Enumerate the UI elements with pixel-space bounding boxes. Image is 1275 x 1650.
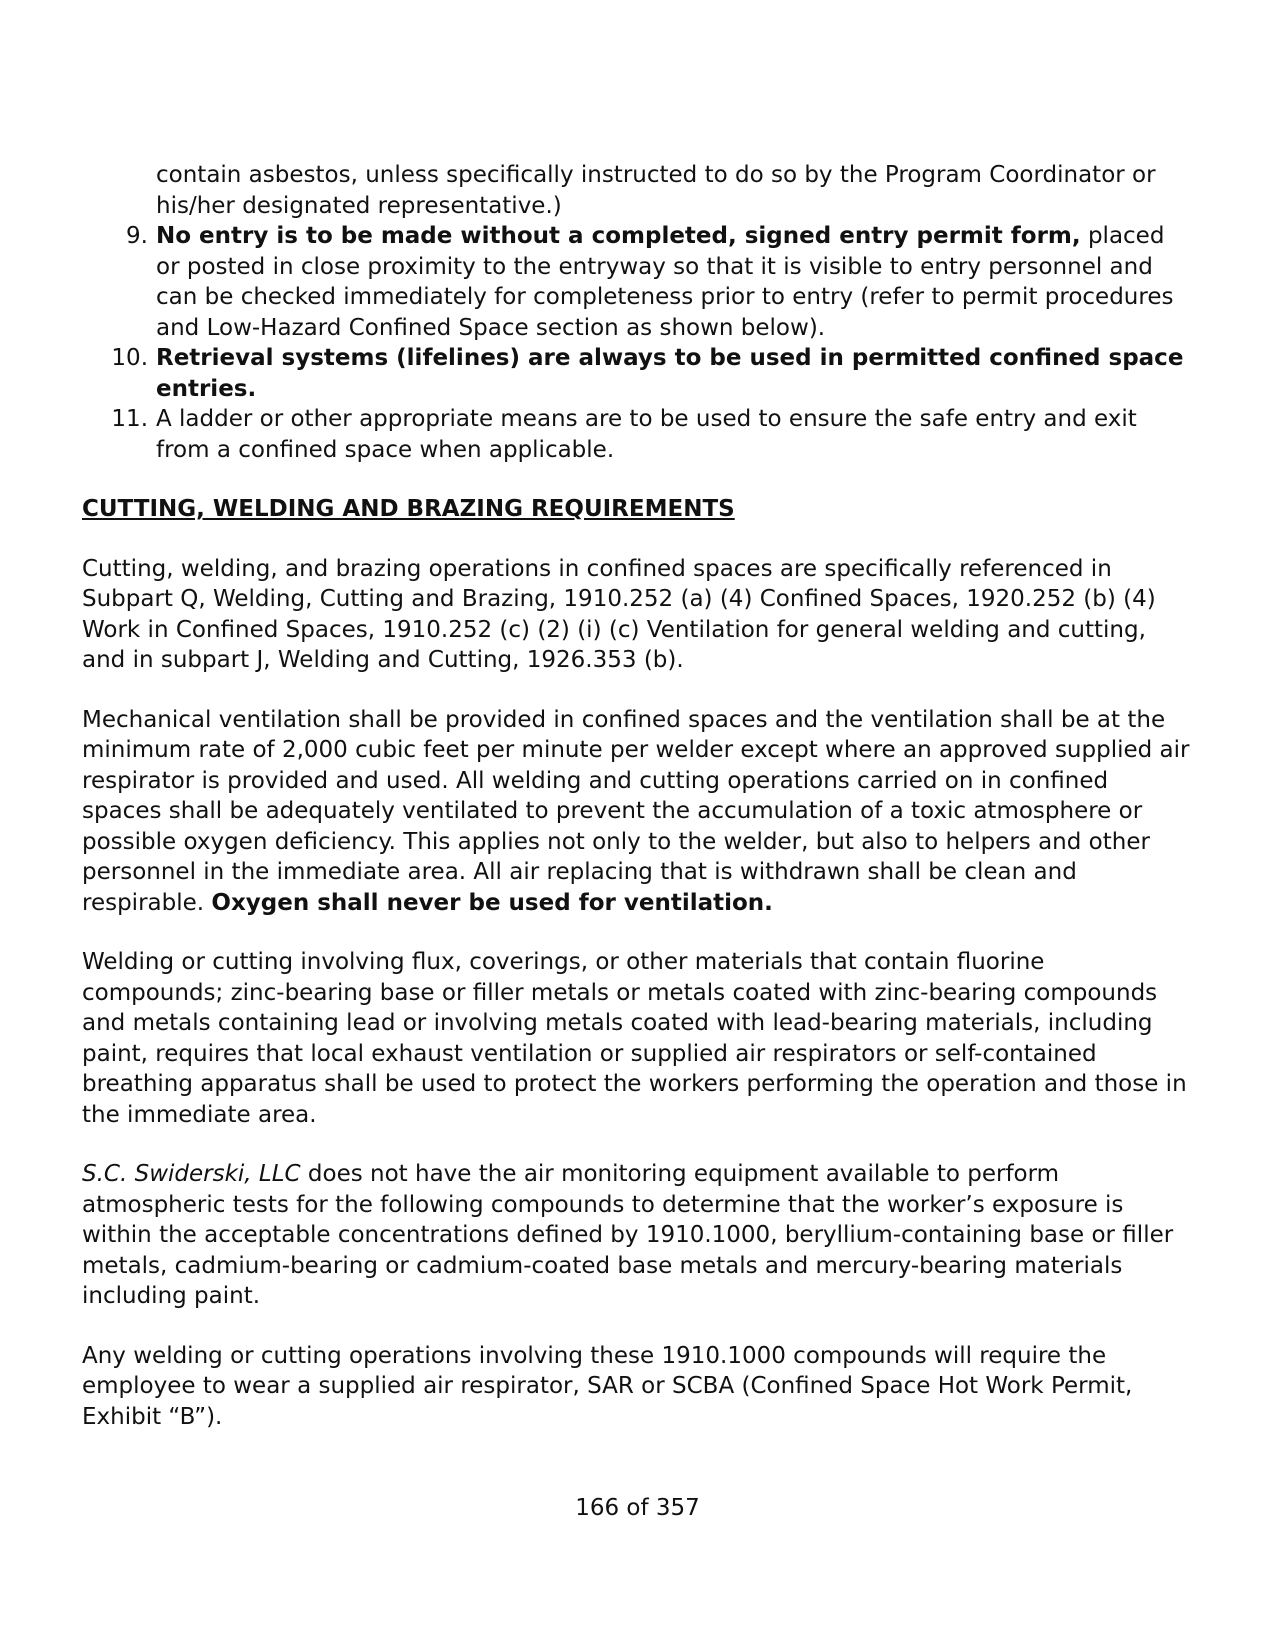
paragraph-bold-text: Oxygen shall never be used for ventilation. [211, 889, 773, 916]
list-item-text: A ladder or other appropriate means are to be used to ensure the safe entry and exit from a confined space when applicable. [156, 406, 1137, 463]
list-number: 9. [126, 223, 148, 249]
list-item-text: placed or posted in close proximity to the entryway so that it is visible to entry personnel and can be checked immediately for completeness prior to entry (refer to permit procedures and Low-Hazard Confined Space section as shown below). [156, 223, 1174, 341]
list-number: 11. [111, 406, 148, 432]
list-item-body [156, 404, 1192, 465]
company-name: S.C. Swiderski, LLC [82, 1161, 301, 1187]
list-continuation: contain asbestos, unless specifically instructed to do so by the Program Coordinator or his/her designated representative.) [156, 162, 1156, 219]
requirements-list [82, 221, 1192, 465]
list-item-body [156, 221, 1192, 343]
paragraph-fluorine-compounds: Welding or cutting involving flux, coverings, or other materials that contain fluorine compounds; zinc-bearing base or filler metals or metals coated with zinc-bearing compounds and metals containing lead or involving metals coated with lead-bearing materials, including paint, requires that local exhaust ventilation or supplied air respirators or self-contained breathing apparatus shall be used to protect the workers performing the operation and those in the immediate area. [82, 949, 1187, 1128]
paragraph-text: does not have the air monitoring equipment available to perform atmospheric tests for the following compounds to determine that the worker’s exposure is within the acceptable concentrations defined by 1910.1000, beryllium-containing base or filler metals, cadmium-bearing or cadmium-coated base metals and mercury-bearing materials including paint. [82, 1161, 1174, 1309]
section-heading: CUTTING, WELDING AND BRAZING REQUIREMENTS [82, 496, 735, 522]
list-item [82, 404, 1192, 465]
list-item-bold-text: No entry is to be made without a completed, signed entry permit form, [156, 223, 1081, 249]
paragraph-welding-references: Cutting, welding, and brazing operations in confined spaces are specifically referenced in Subpart Q, Welding, Cutting and Brazing, 1910.252 (a) (4) Confined Spaces, 1920.252 (b) (4) Work in Confined Spaces, 1910.252 (c) (2) (i) (c) Ventilation for general welding and cutting, and in subpart J, Welding and Cutting, 1926.353 (b). [82, 555, 1156, 673]
list-item-bold-text: Retrieval systems (lifelines) are always to be used in permitted confined space entries. [156, 345, 1184, 402]
list-item [82, 343, 1192, 404]
paragraph-respirator-requirement: Any welding or cutting operations involving these 1910.1000 compounds will require the employee to wear a supplied air respirator, SAR or SCBA (Confined Space Hot Work Permit, Exhibit “B”). [82, 1342, 1133, 1430]
paragraph-text: Mechanical ventilation shall be provided in confined spaces and the ventilation shall be at the minimum rate of 2,000 cubic feet per minute per welder except where an approved supplied air respirator is provided and used. All welding and cutting operations carried on in confined spaces shall be adequately ventilated to prevent the accumulation of a toxic atmosphere or possible oxygen deficiency. This applies not only to the welder, but also to helpers and other personnel in the immediate area. All air replacing that is withdrawn shall be clean and respirable. [82, 706, 1190, 916]
document-page [82, 160, 1192, 1461]
list-item-body [156, 343, 1192, 404]
list-item [82, 221, 1192, 343]
paragraph-air-monitoring [82, 1159, 1192, 1312]
page-number: 166 of 357 [575, 1495, 700, 1521]
list-number: 10. [111, 345, 148, 371]
paragraph-mechanical-ventilation [82, 705, 1192, 919]
